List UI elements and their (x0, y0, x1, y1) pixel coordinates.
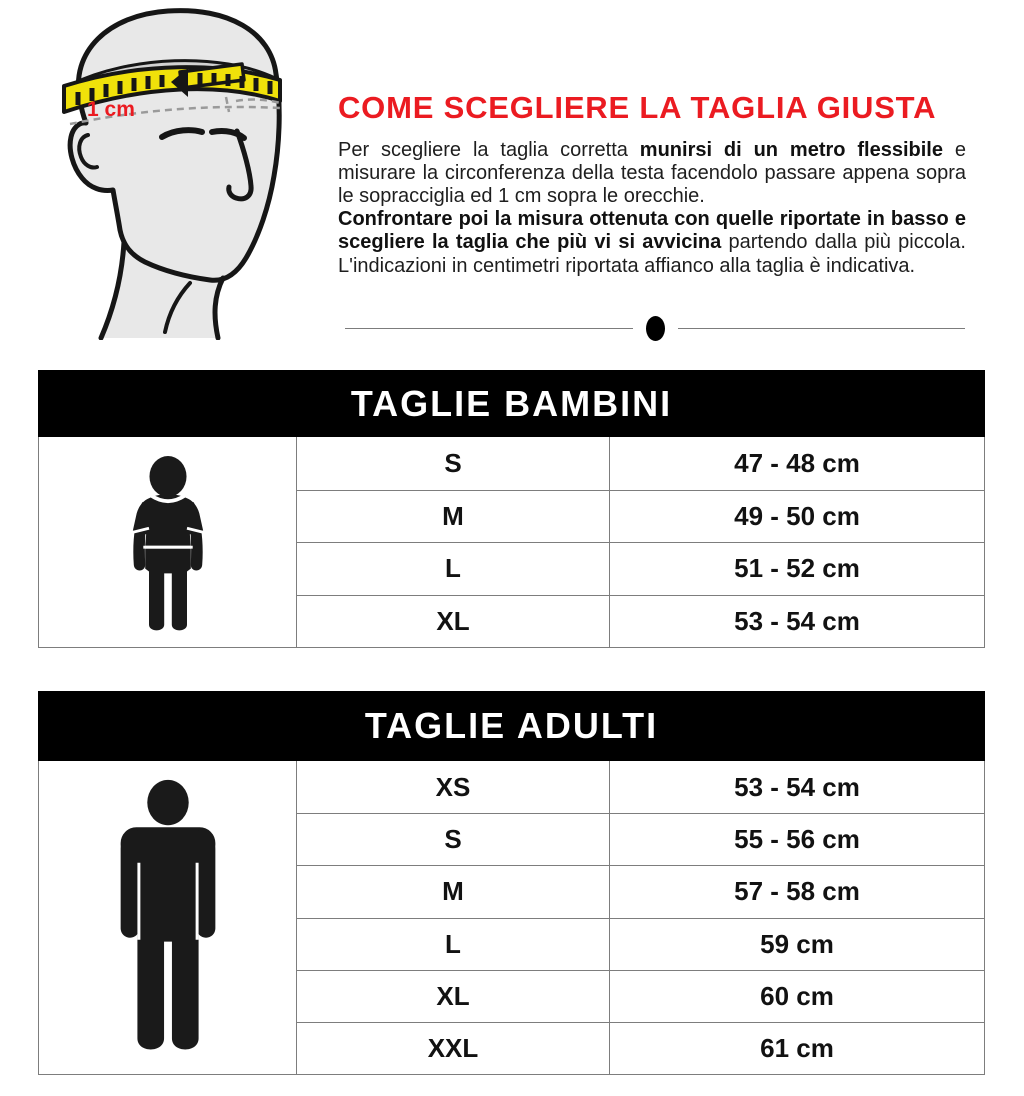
intro-p1-bold: munirsi di un metro flessibile (639, 138, 943, 161)
kids-icon-cell (39, 437, 297, 647)
adults-size-cell: XL (297, 970, 610, 1022)
kids-value-cell: 47 - 48 cm (734, 447, 860, 478)
head-measurement-illustration (30, 0, 330, 340)
section-divider (345, 316, 965, 341)
divider-dot-icon (646, 316, 665, 341)
adults-table-title: TAGLIE ADULTI (364, 705, 659, 746)
kids-size-cell: XL (297, 595, 610, 648)
intro-paragraph-2 (338, 208, 966, 278)
adults-value-cell: 61 cm (610, 1022, 984, 1074)
kids-value-cell: 51 - 52 cm (610, 542, 984, 595)
intro-p2-bold: Confrontare poi la misura ottenuta con quelle riportate in basso e scegliere la taglia che più vi si avvicina (338, 208, 966, 254)
adult-pictogram-icon (94, 770, 242, 1066)
adults-size-table (38, 691, 985, 1075)
adults-size-cell: M (297, 865, 610, 917)
kids-table-body (38, 437, 985, 648)
kids-table-title: TAGLIE BAMBINI (350, 382, 673, 424)
page-title: COME SCEGLIERE LA TAGLIA GIUSTA (338, 90, 937, 125)
adults-size-cell: S (297, 813, 610, 865)
kids-size-cell: S (297, 437, 610, 490)
one-cm-label: 1 cm (87, 98, 135, 121)
child-pictogram-icon (111, 447, 225, 637)
intro-p1-text-2: e misurare la circonferenza della testa facendolo passare appena sopra le sopracciglia ed 1 cm sopra le orecchie. (338, 138, 966, 207)
adults-size-cell: XS (297, 761, 610, 813)
intro-p1-text: Per scegliere la taglia corretta (338, 138, 640, 161)
intro-p2-text: partendo dalla più piccola. L'indicazioni in centimetri riportata affianco alla taglia è indicativa. (338, 231, 966, 277)
kids-size-cell: M (297, 490, 610, 543)
adults-icon-cell (39, 761, 297, 1074)
divider-line-left (345, 328, 633, 330)
adults-value-cell: 60 cm (610, 970, 984, 1022)
kids-value-cell: 53 - 54 cm (610, 595, 984, 648)
adults-table-body (38, 761, 985, 1075)
adults-value-cell: 55 - 56 cm (610, 813, 984, 865)
intro-paragraph-1 (338, 139, 966, 209)
adults-size-cell: XXL (297, 1022, 610, 1074)
adults-size-cell: L (297, 918, 610, 970)
adults-value-cell: 59 cm (610, 918, 984, 970)
adults-value-cell: 57 - 58 cm (610, 865, 984, 917)
intro-section (338, 92, 966, 278)
adults-table-header (38, 691, 985, 761)
head-measuring-tape-icon (30, 0, 330, 340)
kids-table-header (38, 370, 985, 437)
kids-size-table (38, 370, 985, 648)
kids-value-cell: 49 - 50 cm (610, 490, 984, 543)
divider-line-right (678, 328, 966, 330)
adults-value-cell: 53 - 54 cm (734, 771, 860, 802)
kids-size-cell: L (297, 542, 610, 595)
